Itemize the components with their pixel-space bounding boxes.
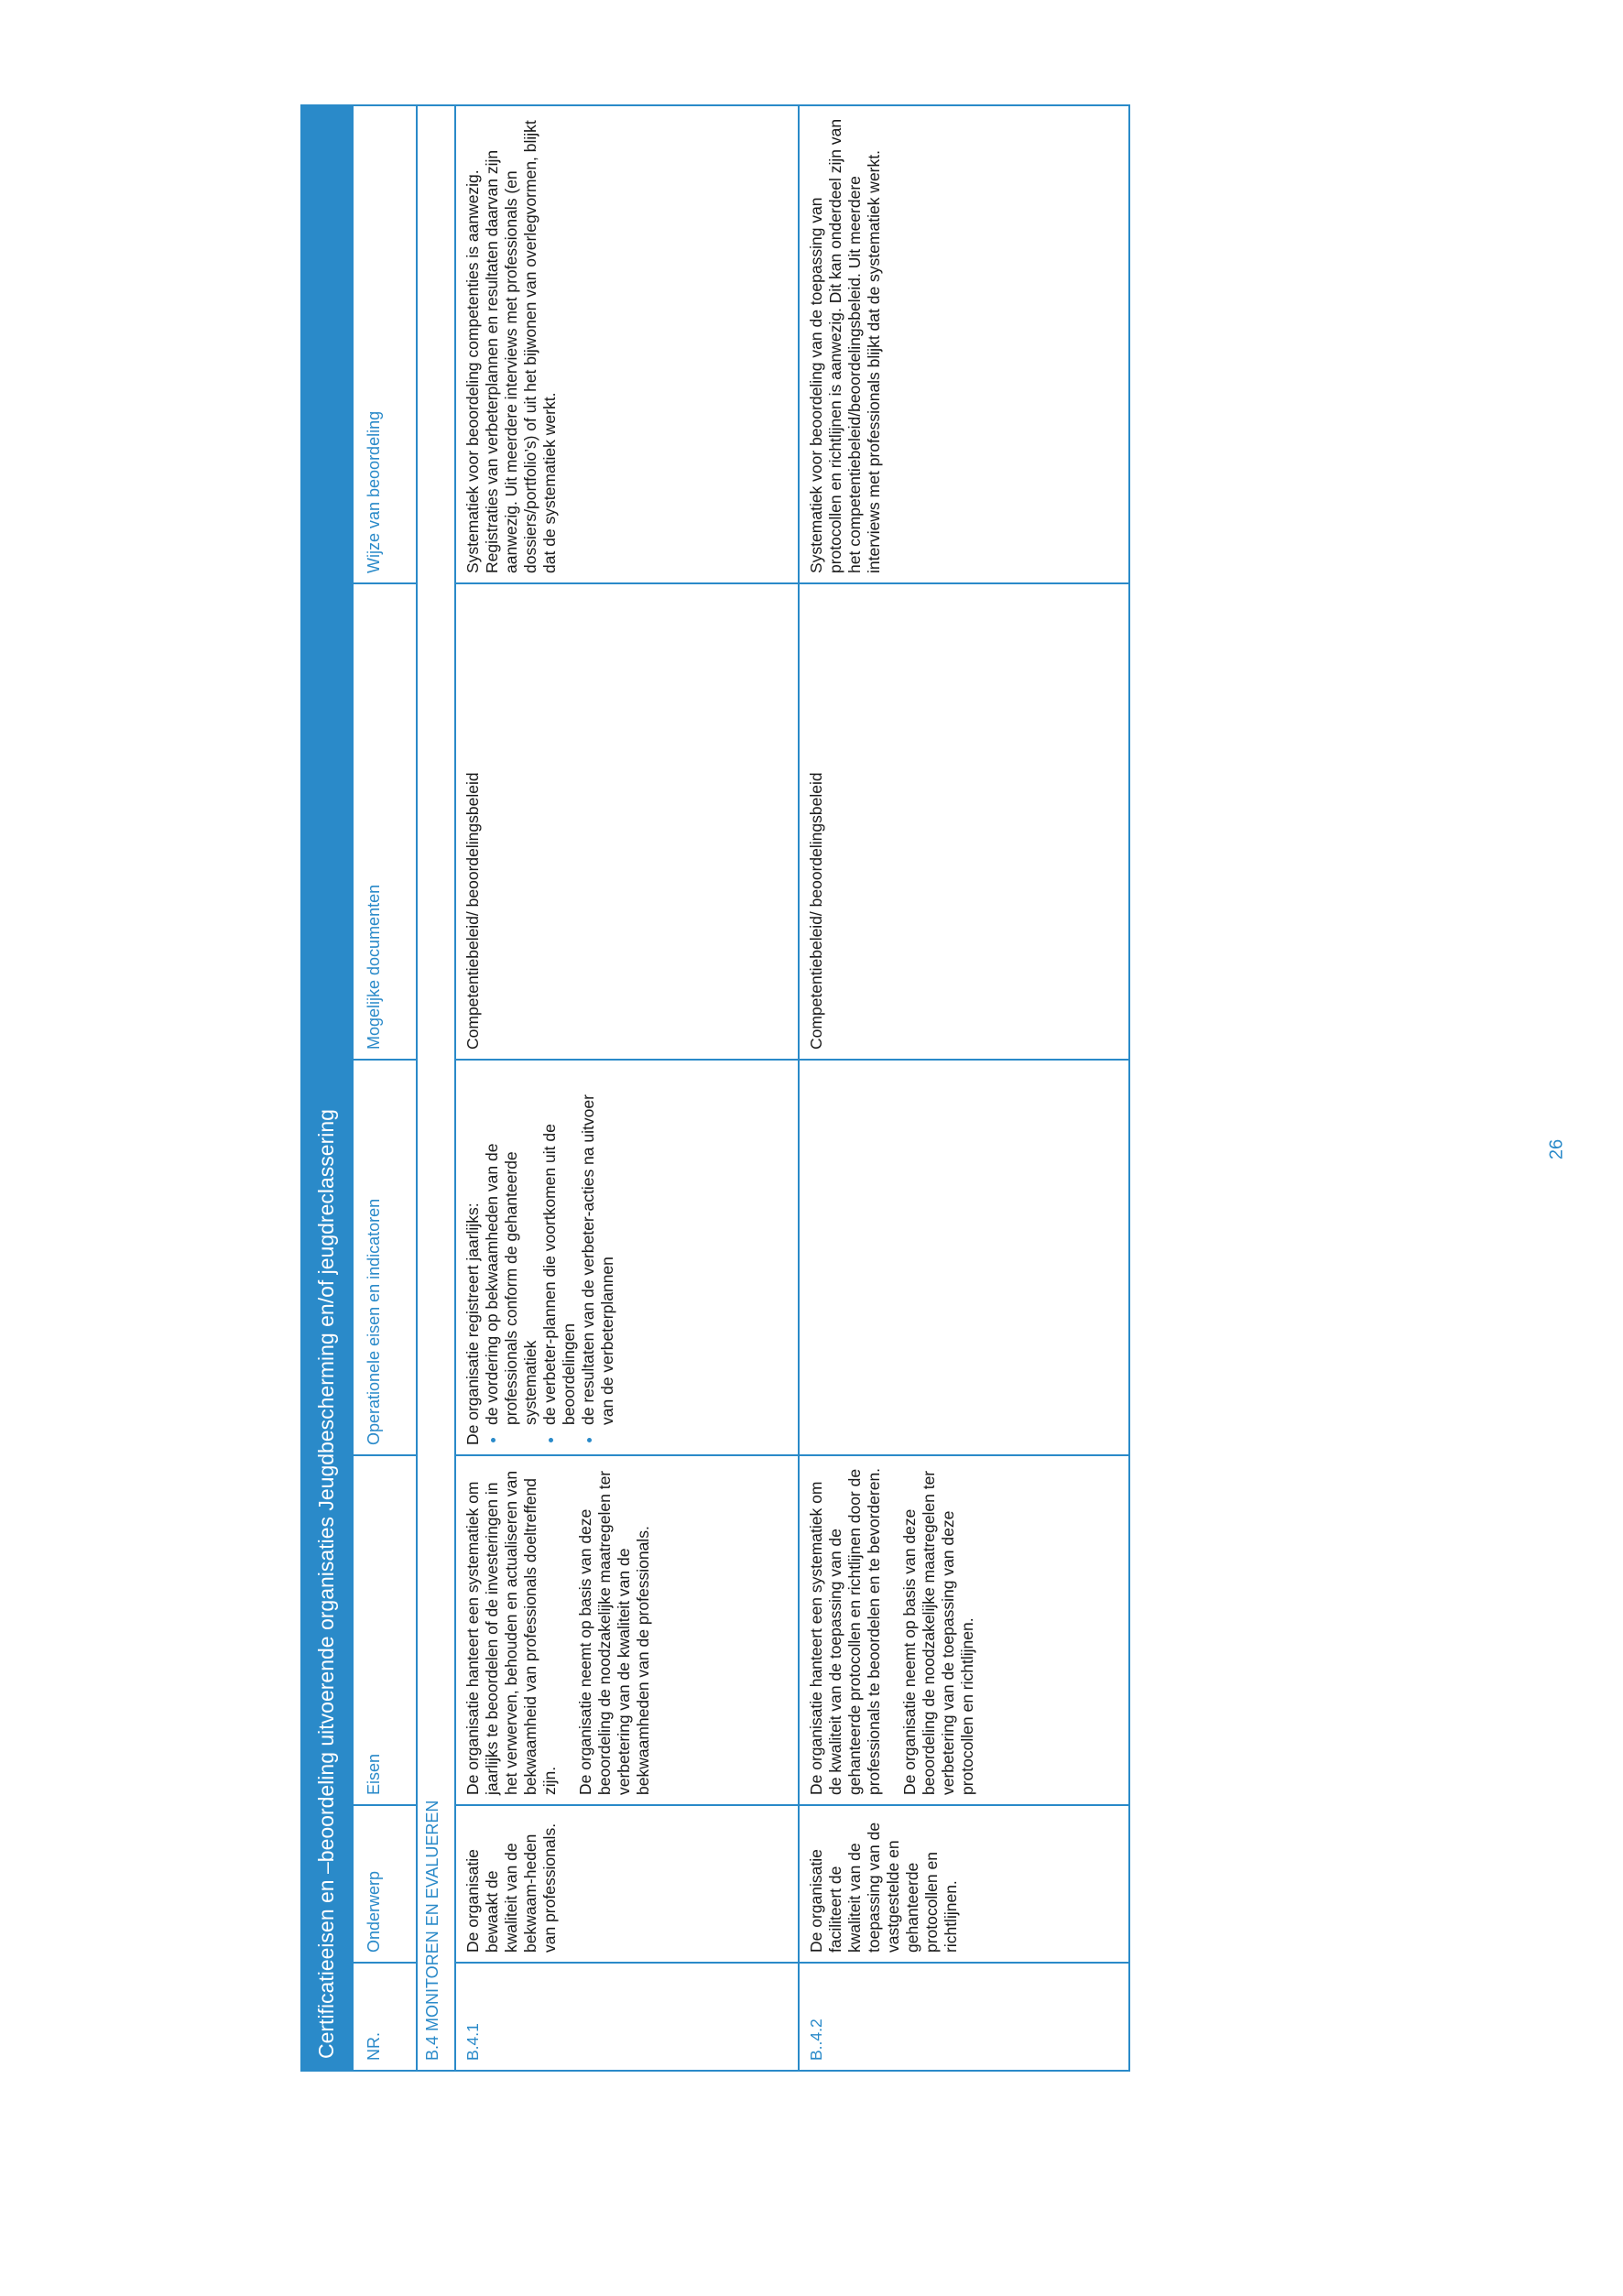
header-operationeel: Operationele eisen en indicatoren (353, 1060, 417, 1455)
header-nr: NR. (353, 1963, 417, 2071)
section-heading: B.4 MONITOREN EN EVALUEREN (417, 105, 455, 2071)
row-eisen (455, 1455, 799, 1805)
eisen-paragraph: De organisatie neemt op basis van deze beoordeling de noodzakelijke maatregelen ter verbetering van de kwaliteit van de bekwaamheden van de professionals. (576, 1470, 652, 1795)
list-item: • de vordering op bekwaamheden van de professionals conform de gehanteerde systematiek (483, 1070, 540, 1427)
table-row (799, 105, 1129, 2071)
row-onderwerp: De organisatie bewaakt de kwaliteit van de bekwaam-heden van professionals. (455, 1805, 799, 1963)
table-row (455, 105, 799, 2071)
row-documenten: Competentiebeleid/ beoordelingsbeleid (799, 583, 1129, 1060)
certification-table (300, 104, 1130, 2072)
header-onderwerp: Onderwerp (353, 1805, 417, 1963)
page-number: 26 (1546, 1138, 1567, 1160)
row-nr: B.4.1 (455, 1963, 799, 2071)
rotated-table-container (300, 106, 1130, 2072)
operationeel-intro: De organisatie registreert jaarlijks: (463, 1202, 482, 1445)
row-onderwerp: De organisatie faciliteert de kwaliteit van de toepassing van de vastgestelde en gehanteerde protocollen en richtlijnen. (799, 1805, 1129, 1963)
eisen-paragraph: De organisatie neemt op basis van deze beoordeling de noodzakelijke maatregelen ter verbetering van de toepassing van deze protocollen en richtlijnen. (900, 1470, 976, 1795)
table-title: Certificatieeisen en –beoordeling uitvoerende organisaties Jeugdbescherming en/of jeugdreclassering (301, 105, 353, 2071)
eisen-paragraph: De organisatie hanteert een systematiek om de kwaliteit van de toepassing van de gehanteerde protocollen en richtlijnen door de professionals te beoordelen en te bevorderen. (807, 1467, 883, 1795)
header-eisen: Eisen (353, 1455, 417, 1805)
row-beoordeling: Systematiek voor beoordeling van de toepassing van protocollen en richtlijnen is aanwezig. Dit kan onderdeel zijn van het competentiebeleid/beoordelingsbeleid. Uit meerdere interviews met professionals blijkt dat de systematiek werkt. (799, 105, 1129, 583)
operationeel-list (483, 1070, 617, 1445)
row-nr: B..4.2 (799, 1963, 1129, 2071)
header-beoordeling: Wijze van beoordeling (353, 105, 417, 583)
eisen-paragraph: De organisatie hanteert een systematiek om jaarlijks te beoordelen of de investeringen in het verwerven, behouden en actualiseren van bekwaamheid van professionals doeltreffend zijn. (463, 1470, 559, 1795)
row-operationeel (455, 1060, 799, 1455)
column-header-row (353, 105, 417, 2071)
row-operationeel (799, 1060, 1129, 1455)
row-eisen (799, 1455, 1129, 1805)
header-documenten: Mogelijke documenten (353, 583, 417, 1060)
list-item: • de verbeter-plannen die voortkomen uit de beoordelingen (540, 1070, 579, 1427)
row-documenten: Competentiebeleid/ beoordelingsbeleid (455, 583, 799, 1060)
row-beoordeling: Systematiek voor beoordeling competenties is aanwezig. Registraties van verbeterplannen en resultaten daarvan zijn aanwezig. Uit meerdere interviews met professionals (en dossiers/portfolio’s) of uit het bijwonen van overlegvormen, blijkt dat de systematiek werkt. (455, 105, 799, 583)
list-item: • de resultaten van de verbeter-acties na uitvoer van de verbeterplannen (579, 1070, 617, 1427)
